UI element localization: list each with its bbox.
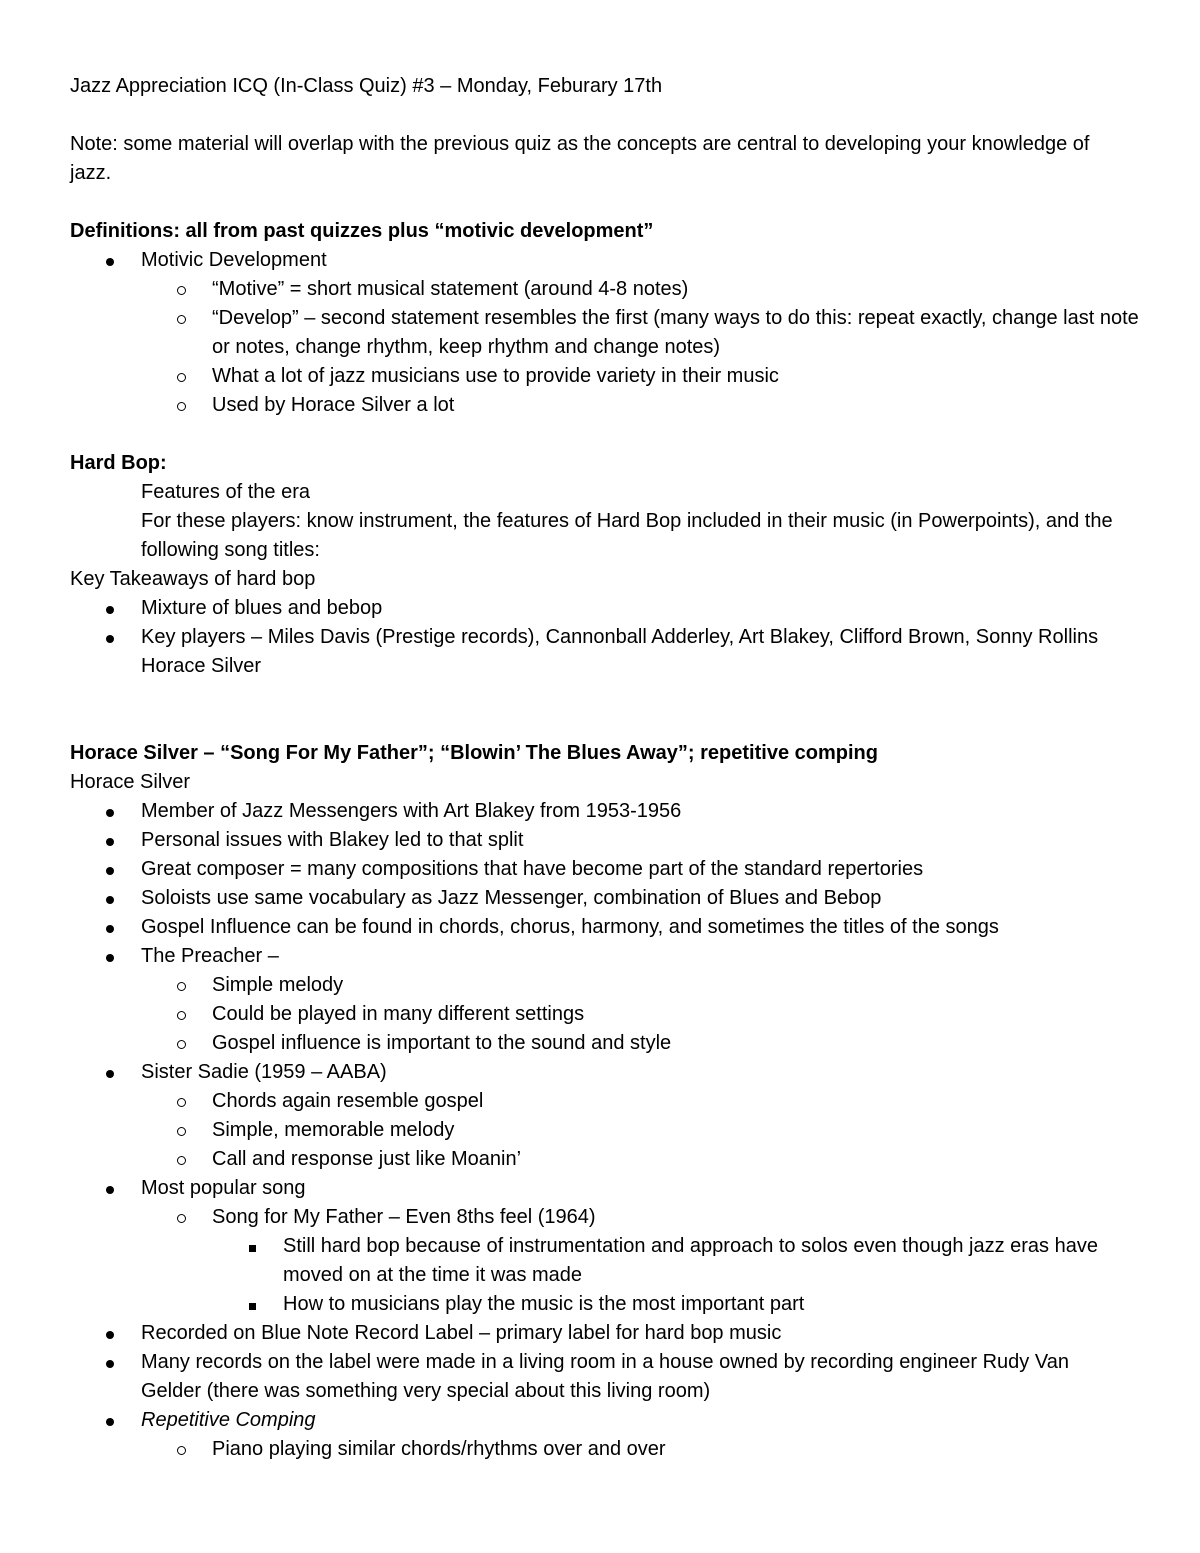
- list-item: Chords again resemble gospel: [70, 1087, 1140, 1116]
- document-title: Jazz Appreciation ICQ (In-Class Quiz) #3 – Monday, Feburary 17th: [70, 75, 663, 97]
- list-item: Piano playing similar chords/rhythms over and over: [70, 1435, 1140, 1464]
- circle-bullet-icon: [171, 275, 191, 304]
- list-item: Soloists use same vocabulary as Jazz Messenger, combination of Blues and Bebop: [70, 884, 1140, 913]
- list-item: Still hard bop because of instrumentation and approach to solos even though jazz eras have moved on at the time it was made: [70, 1232, 1140, 1290]
- key-takeaways-label: Key Takeaways of hard bop: [70, 568, 316, 590]
- definitions-heading: Definitions: all from past quizzes plus “motivic development”: [70, 220, 654, 242]
- circle-bullet-icon: [171, 1116, 191, 1145]
- list-item: Most popular song: [70, 1174, 1140, 1203]
- list-item: Sister Sadie (1959 – AABA): [70, 1058, 1140, 1087]
- hard-bop-features-line: Features of the era: [141, 481, 310, 503]
- bullet-icon: [100, 942, 120, 971]
- circle-bullet-icon: [171, 391, 191, 420]
- list-item: Gospel Influence can be found in chords, chorus, harmony, and sometimes the titles of the songs: [70, 913, 1140, 942]
- horace-silver-heading: Horace Silver – “Song For My Father”; “Blowin’ The Blues Away”; repetitive comping: [70, 742, 878, 764]
- bullet-icon: [100, 594, 120, 623]
- bullet-icon: [100, 246, 120, 275]
- circle-bullet-icon: [171, 304, 191, 333]
- list-item: Key players – Miles Davis (Prestige records), Cannonball Adderley, Art Blakey, Clifford Brown, Sonny Rollins Horace Silver: [70, 623, 1140, 681]
- list-item: Used by Horace Silver a lot: [70, 391, 1140, 420]
- hard-bop-players-line: For these players: know instrument, the features of Hard Bop included in their music (in Powerpoints), and the following song titles:: [141, 510, 1113, 561]
- list-item: Call and response just like Moanin’: [70, 1145, 1140, 1174]
- bullet-icon: [100, 913, 120, 942]
- list-item: Great composer = many compositions that have become part of the standard repertories: [70, 855, 1140, 884]
- circle-bullet-icon: [171, 362, 191, 391]
- circle-bullet-icon: [171, 1087, 191, 1116]
- list-item: Motivic Development: [70, 246, 1140, 275]
- list-item: Mixture of blues and bebop: [70, 594, 1140, 623]
- list-item: Member of Jazz Messengers with Art Blakey from 1953-1956: [70, 797, 1140, 826]
- bullet-icon: [100, 1174, 120, 1203]
- note-paragraph: Note: some material will overlap with the previous quiz as the concepts are central to developing your knowledge of jazz.: [70, 133, 1090, 184]
- list-item: Song for My Father – Even 8ths feel (1964): [70, 1203, 1140, 1232]
- list-item: Simple melody: [70, 971, 1140, 1000]
- bullet-icon: [100, 1058, 120, 1087]
- bullet-icon: [100, 1348, 120, 1377]
- bullet-icon: [100, 797, 120, 826]
- horace-silver-label: Horace Silver: [70, 771, 191, 793]
- list-item: Simple, memorable melody: [70, 1116, 1140, 1145]
- square-bullet-icon: [242, 1290, 262, 1319]
- square-bullet-icon: [242, 1232, 262, 1261]
- bullet-icon: [100, 1319, 120, 1348]
- list-item: “Motive” = short musical statement (around 4-8 notes): [70, 275, 1140, 304]
- bullet-icon: [100, 884, 120, 913]
- bullet-icon: [100, 855, 120, 884]
- list-item: Many records on the label were made in a living room in a house owned by recording engineer Rudy Van Gelder (there was something very special about this living room): [70, 1348, 1140, 1406]
- list-item: “Develop” – second statement resembles the first (many ways to do this: repeat exactly, change last note or notes, change rhythm, keep rhythm and change notes): [70, 304, 1140, 362]
- list-item: Repetitive Comping: [70, 1406, 1140, 1435]
- circle-bullet-icon: [171, 1203, 191, 1232]
- list-item: The Preacher –: [70, 942, 1140, 971]
- list-item: How to musicians play the music is the most important part: [70, 1290, 1140, 1319]
- circle-bullet-icon: [171, 1029, 191, 1058]
- circle-bullet-icon: [171, 1000, 191, 1029]
- bullet-icon: [100, 623, 120, 652]
- hard-bop-heading: Hard Bop:: [70, 452, 167, 474]
- document-page: [70, 72, 1140, 1464]
- circle-bullet-icon: [171, 1435, 191, 1464]
- list-item: Gospel influence is important to the sound and style: [70, 1029, 1140, 1058]
- bullet-icon: [100, 826, 120, 855]
- bullet-icon: [100, 1406, 120, 1435]
- circle-bullet-icon: [171, 971, 191, 1000]
- list-item: What a lot of jazz musicians use to provide variety in their music: [70, 362, 1140, 391]
- list-item: Personal issues with Blakey led to that split: [70, 826, 1140, 855]
- list-item: Could be played in many different settings: [70, 1000, 1140, 1029]
- circle-bullet-icon: [171, 1145, 191, 1174]
- list-item: Recorded on Blue Note Record Label – primary label for hard bop music: [70, 1319, 1140, 1348]
